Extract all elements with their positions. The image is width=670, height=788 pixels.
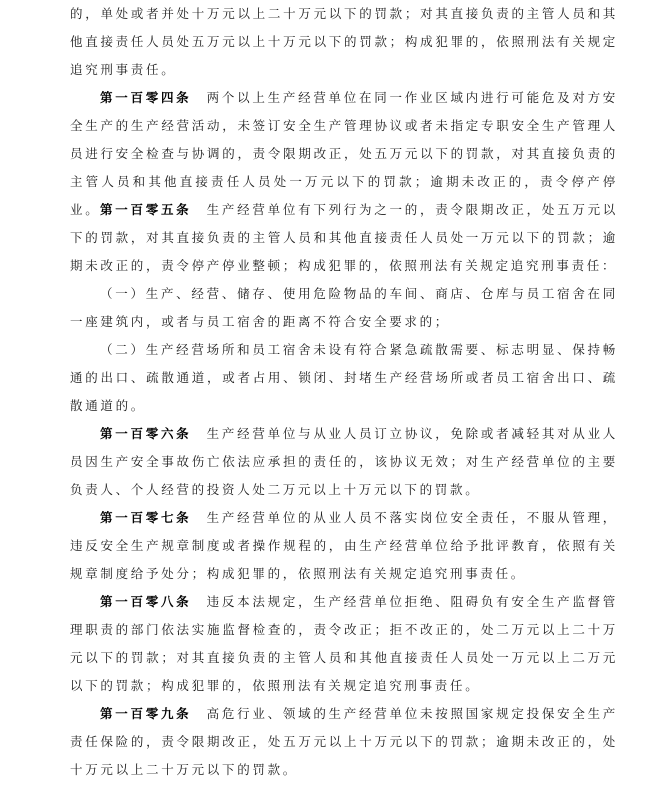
article-109 [70, 700, 618, 784]
article-title: 第一百零七条 [100, 510, 192, 525]
list-item-text: （一）生产、经营、储存、使用危险物品的车间、商店、仓库与员工宿舍在同一座建筑内，或者与员工宿舍的距离不符合安全要求的； [70, 286, 618, 329]
article-title: 第一百零九条 [100, 706, 192, 721]
article-105-item-1 [70, 280, 618, 336]
article-text: 违反本法规定，生产经营单位拒绝、阻碍负有安全生产监督管理职责的部门依法实施监督检查的，责令改正；拒不改正的，处二万元以上二十万元以下的罚款；对其直接负责的主管人员和其他直接责任人员处一万元以上二万元以下的罚款；构成犯罪的，依照刑法有关规定追究刑事责任。 [70, 594, 619, 693]
article-text: 生产经营单位有下列行为之一的，责令限期改正，处五万元以下的罚款，对其直接负责的主管人员和其他直接责任人员处一万元以下的罚款；逾期未改正的，责令停产停业整顿；构成犯罪的，依照刑法有关规定追究刑事责任： [70, 202, 619, 273]
article-text: 生产经营单位与从业人员订立协议，免除或者减轻其对从业人员因生产安全事故伤亡依法应承担的责任的，该协议无效；对生产经营单位的主要负责人、个人经营的投资人处二万元以上十万元以下的罚款。 [70, 426, 619, 497]
article-title: 第一百零五条 [100, 202, 192, 217]
article-108 [70, 588, 618, 700]
paragraph-continuation [70, 0, 618, 84]
article-text: 两个以上生产经营单位在同一作业区域内进行可能危及对方安全生产的生产经营活动，未签订安全生产管理协议或者未指定专职安全生产管理人员进行安全检查与协调的，责令限期改正，处五万元以下的罚款，对其直接负责的主管人员和其他直接责任人员处一万元以下的罚款；逾期未改正的，责令停产停业。 [70, 90, 619, 217]
article-text: 生产经营单位的从业人员不落实岗位安全责任，不服从管理，违反安全生产规章制度或者操作规程的，由生产经营单位给予批评教育，依照有关规章制度给予处分；构成犯罪的，依照刑法有关规定追究刑事责任。 [70, 510, 619, 581]
article-105-item-2 [70, 336, 618, 420]
article-title: 第一百零八条 [100, 594, 192, 609]
article-107 [70, 504, 618, 588]
article-106 [70, 420, 618, 504]
article-105 [70, 196, 618, 280]
article-title: 第一百零四条 [100, 90, 192, 105]
list-item-text: （二）生产经营场所和员工宿舍未设有符合紧急疏散需要、标志明显、保持畅通的出口、疏散通道，或者占用、锁闭、封堵生产经营场所或者员工宿舍出口、疏散通道的。 [70, 342, 618, 413]
article-title: 第一百零六条 [100, 426, 192, 441]
article-text: 高危行业、领域的生产经营单位未按照国家规定投保安全生产责任保险的，责令限期改正，处五万元以上十万元以下的罚款；逾期未改正的，处十万元以上二十万元以下的罚款。 [70, 706, 619, 777]
paragraph-text: 的，单处或者并处十万元以上二十万元以下的罚款；对其直接负责的主管人员和其他直接责任人员处五万元以上十万元以下的罚款；构成犯罪的，依照刑法有关规定追究刑事责任。 [70, 6, 618, 77]
